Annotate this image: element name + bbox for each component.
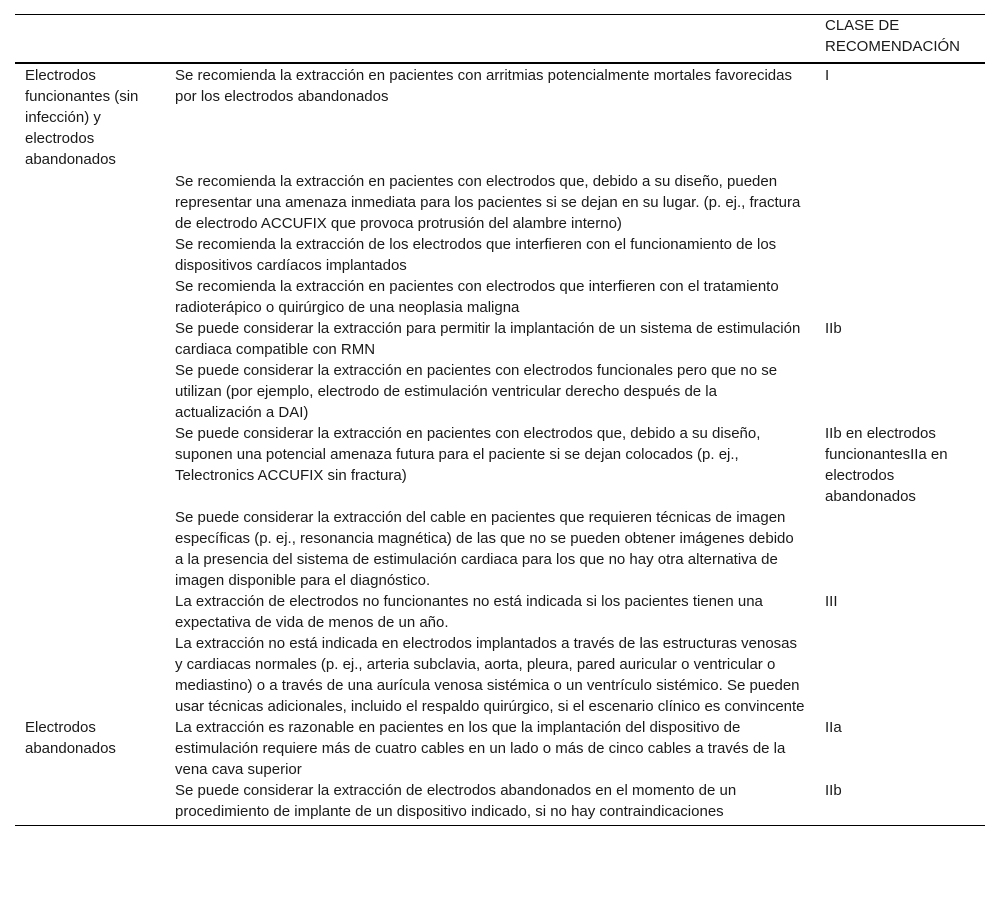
category-cell: Electrodos funcionantes (sin infección) y electrodos abandonados [25, 67, 139, 168]
category-cell [15, 780, 165, 826]
recommendation-cell: Se recomienda la extracción en pacientes con electrodos que, debido a su diseño, pueden representar una amenaza inmediata para los pacientes si se dejan en su lugar. (p. ej., fractura de electrodo ACCUFIX que provoca protrusión del alambre interno) [175, 173, 801, 232]
class-cell: IIa [825, 719, 842, 736]
class-cell [815, 507, 985, 591]
category-cell [15, 507, 165, 591]
table-row [15, 171, 985, 234]
table-row [15, 63, 985, 171]
table-row [15, 717, 985, 780]
table-row [15, 633, 985, 717]
category-cell [15, 276, 165, 318]
category-cell [15, 171, 165, 234]
recommendation-cell: Se puede considerar la extracción en pacientes con electrodos que, debido a su diseño, suponen una potencial amenaza futura para el paciente si se dejan colocados (p. ej., Telectronics ACCUFIX sin fractura) [175, 425, 761, 484]
header-recommendation [165, 15, 815, 64]
recommendation-cell: Se puede considerar la extracción en pacientes con electrodos funcionales pero que no se utilizan (por ejemplo, electrodo de estimulación ventricular derecho después de la actualización a DAI) [175, 362, 778, 421]
header-class-line1: CLASE DE [825, 17, 900, 34]
table-row [15, 591, 985, 633]
class-cell [815, 360, 985, 423]
class-cell [815, 171, 985, 234]
recommendations-table [15, 14, 985, 826]
class-cell [815, 234, 985, 276]
table-row [15, 276, 985, 318]
class-cell: IIb [825, 782, 842, 799]
recommendation-cell: Se puede considerar la extracción del cable en pacientes que requieren técnicas de imagen específicas (p. ej., resonancia magnética) de las que no se pueden obtener imágenes debido a la presencia del sistema de estimulación cardiaca para los que no hay otra alternativa de imagen disponible para el diagnóstico. [175, 509, 794, 589]
recommendation-cell: Se puede considerar la extracción para permitir la implantación de un sistema de estimulación cardiaca compatible con RMN [175, 320, 801, 358]
recommendation-cell: Se recomienda la extracción en pacientes con electrodos que interfieren con el tratamiento radioterápico o quirúrgico de una neoplasia maligna [175, 278, 779, 316]
category-cell [15, 360, 165, 423]
table-row [15, 318, 985, 360]
category-cell [15, 591, 165, 633]
table-row [15, 423, 985, 507]
class-cell [815, 276, 985, 318]
header-category [15, 15, 165, 64]
table-row [15, 234, 985, 276]
category-cell [15, 423, 165, 507]
category-cell [15, 234, 165, 276]
class-cell: I [825, 67, 830, 84]
table-row [15, 780, 985, 826]
header-row [15, 15, 985, 64]
table-row [15, 507, 985, 591]
class-cell: III [825, 593, 838, 610]
class-cell [815, 633, 985, 717]
category-cell [15, 318, 165, 360]
header-class [815, 15, 985, 64]
category-cell [15, 633, 165, 717]
recommendation-cell: La extracción es razonable en pacientes en los que la implantación del dispositivo de estimulación requiere más de cuatro cables en un lado o más de cinco cables a través de la vena cava superior [175, 719, 786, 778]
category-cell: Electrodos abandonados [25, 719, 116, 757]
recommendation-cell: Se recomienda la extracción de los electrodos que interfieren con el funcionamiento de los dispositivos cardíacos implantados [175, 236, 777, 274]
recommendation-cell: La extracción de electrodos no funcionantes no está indicada si los pacientes tienen una expectativa de vida de menos de un año. [175, 593, 763, 631]
recommendation-cell: Se recomienda la extracción en pacientes con arritmias potencialmente mortales favorecidas por los electrodos abandonados [175, 67, 792, 105]
header-class-line2: RECOMENDACIÓN [825, 38, 961, 55]
recommendation-cell: Se puede considerar la extracción de electrodos abandonados en el momento de un procedimiento de implante de un dispositivo indicado, si no hay contraindicaciones [175, 782, 737, 820]
recommendation-cell: La extracción no está indicada en electrodos implantados a través de las estructuras venosas y cardiacas normales (p. ej., arteria subclavia, aorta, pleura, pared auricular o ventricular o mediastino) o a través de una aurícula venosa sistémica o un ventrículo sistémico. Se pueden usar técnicas adicionales, incluido el respaldo quirúrgico, si el escenario clínico es convincente [175, 635, 805, 715]
class-cell: IIb en electrodos funcionantesIIa en electrodos abandonados [825, 425, 948, 505]
class-cell: IIb [825, 320, 842, 337]
table-row [15, 360, 985, 423]
